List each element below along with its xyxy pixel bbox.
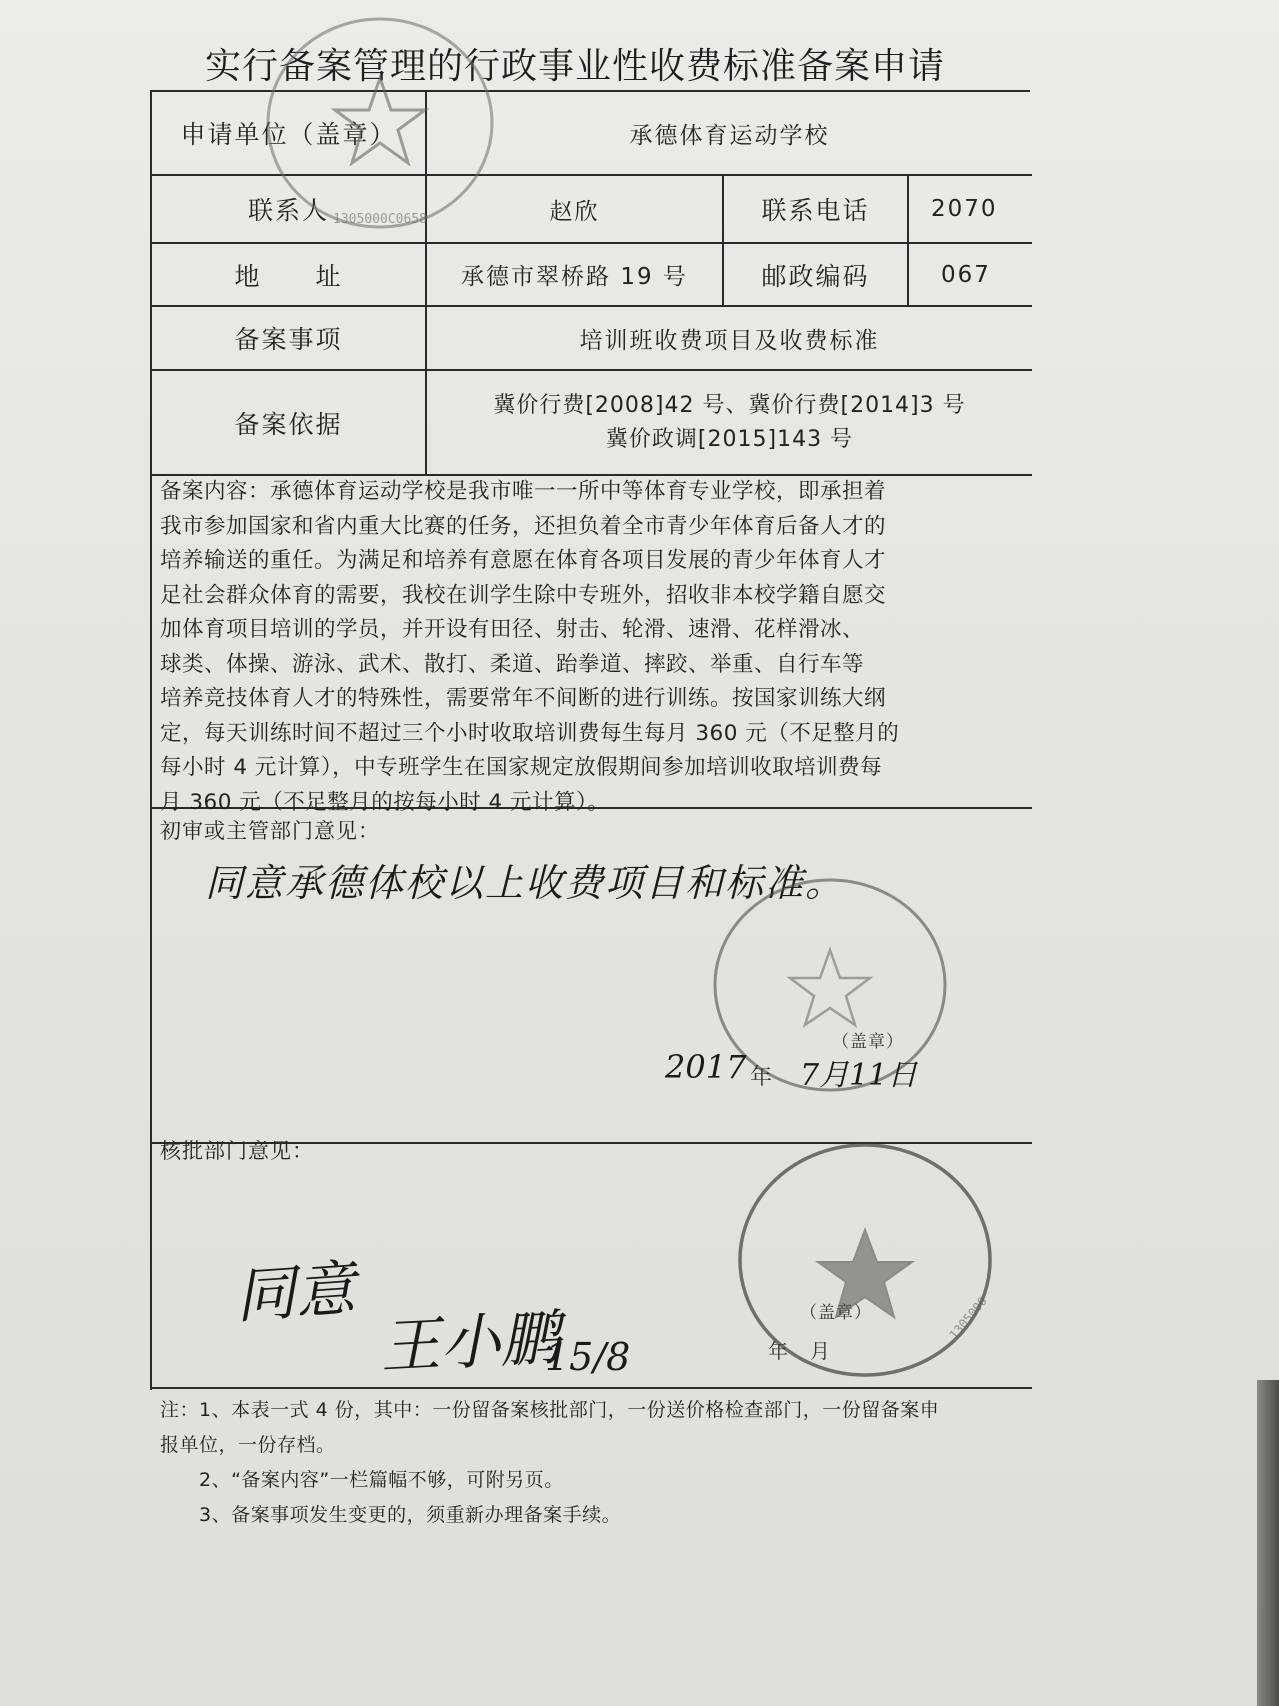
basis-line-2: 冀价政调[2015]143 号: [605, 426, 854, 452]
approval-seal-label: （盖章）: [800, 1303, 872, 1323]
item-value: 培训班收费项目及收费标准: [579, 327, 880, 354]
phone-label: 联系电话: [761, 196, 870, 225]
preliminary-year-char: 年: [750, 1065, 774, 1090]
address-label: 地 址: [234, 261, 343, 291]
content-line: 足社会群众体育的需要，我校在训学生除中专班外，招收非本校学籍自愿交: [160, 582, 887, 608]
content-line: 每小时 4 元计算），中专班学生在国家规定放假期间参加培训收取培训费每: [160, 755, 883, 780]
approval-signature-agree: 同意: [233, 1253, 358, 1333]
phone-value: 2070: [931, 196, 998, 222]
item-label: 备案事项: [234, 325, 343, 354]
svg-text:1305000C0658: 1305000C0658: [333, 212, 427, 227]
postcode-label: 邮政编码: [761, 261, 870, 291]
note-line: 3、备案事项发生变更的，须重新办理备案手续。: [160, 1504, 622, 1526]
content-line: 培养竞技体育人才的特殊性，需要常年不间断的进行训练。按国家训练大纲: [160, 686, 887, 711]
approval-seal-bottom: 年 月: [768, 1339, 831, 1363]
address-value: 承德市翠桥路 19 号: [461, 264, 688, 290]
content-line: 加体育项目培训的学员，并开设有田径、射击、轮滑、速滑、花样滑冰、: [160, 617, 865, 642]
basis-line-1: 冀价行费[2008]42 号、冀价行费[2014]3 号: [493, 392, 966, 418]
content-line: 培养输送的重任。为满足和培养有意愿在体育各项目发展的青少年体育人才: [160, 548, 887, 573]
preliminary-seal-label: （盖章）: [832, 1032, 904, 1052]
footnotes: [160, 1393, 1060, 1533]
contact-label: 联系人: [247, 196, 329, 225]
approval-signature-date: 15/8: [545, 1335, 631, 1379]
content-line: 球类、体操、游泳、武术、散打、柔道、跆拳道、摔跤、举重、自行车等: [160, 651, 865, 677]
basis-label: 备案依据: [234, 409, 343, 439]
note-line: 2、“备案内容”一栏篇幅不够，可附另页。: [160, 1469, 564, 1491]
svg-text:1305000: 1305000: [946, 1294, 990, 1342]
document-title: 实行备案管理的行政事业性收费标准备案申请: [205, 46, 946, 87]
note-line: 注：1、本表一式 4 份，其中：一份留备案核批部门，一份送价格检查部门，一份留备案申: [160, 1399, 940, 1421]
preliminary-date: 7月11日: [800, 1058, 918, 1093]
row-divider: [152, 1387, 1032, 1389]
photo-edge-shadow: [1257, 1380, 1279, 1706]
contact-value: 赵欣: [549, 198, 600, 225]
content-line: 备案内容：承德体育运动学校是我市唯一一所中等体育专业学校，即承担着: [160, 479, 887, 504]
preliminary-handwritten-opinion: 同意承德体校以上收费项目和标准。: [205, 861, 846, 905]
note-line: 报单位，一份存档。: [160, 1434, 336, 1456]
content-line: 定，每天训练时间不超过三个小时收取培训费每生每月 360 元（不足整月的: [160, 720, 900, 746]
preliminary-date-year: 2017: [665, 1048, 747, 1086]
postcode-value: 067: [941, 261, 991, 288]
applicant-label: 申请单位（盖章）: [180, 120, 397, 149]
filing-content: [160, 475, 1035, 820]
content-line: 我市参加国家和省内重大比赛的任务，还担负着全市青少年体育后备人才的: [160, 513, 887, 539]
basis-value: [427, 371, 1032, 474]
applicant-seal: [255, 8, 505, 238]
applicant-value: 承德体育运动学校: [629, 122, 830, 149]
approval-label: 核批部门意见：: [160, 1139, 314, 1163]
content-line: 月 360 元（不足整月的按每小时 4 元计算）。: [160, 789, 610, 815]
approval-signature-name: 王小鹏: [378, 1303, 562, 1383]
preliminary-label: 初审或主管部门意见：: [160, 819, 380, 843]
